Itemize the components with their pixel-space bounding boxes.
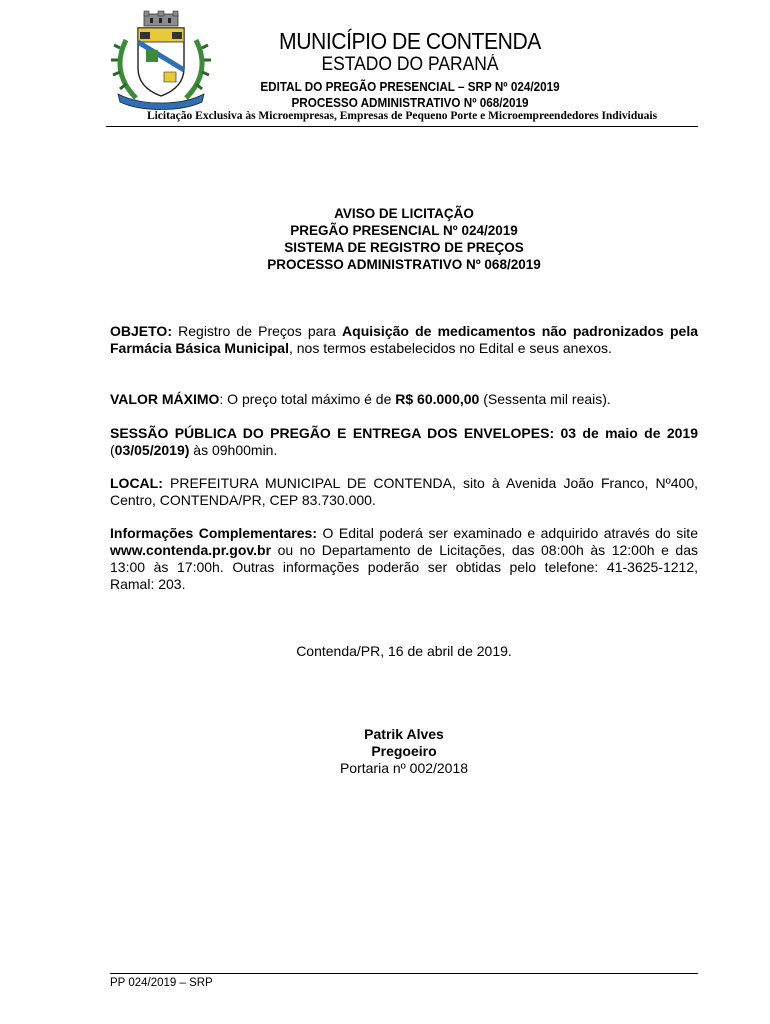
notice-heading	[110, 205, 698, 273]
signer-ordinance: Portaria nº 002/2018	[339, 760, 469, 776]
municipal-crest-logo	[106, 10, 216, 110]
municipality-title: MUNICÍPIO DE CONTENDA	[279, 28, 541, 54]
info-label: Informações Complementares:	[110, 525, 317, 541]
info-text-1: O Edital poderá ser examinado e adquirido através do site	[317, 525, 698, 541]
objeto-subject: Aquisição de medicamentos não padronizados pela Farmácia Básica Municipal	[110, 323, 698, 356]
notice-line-sistema: SISTEMA DE REGISTRO DE PREÇOS	[284, 240, 524, 255]
footer-divider	[110, 973, 698, 974]
objeto-label: OBJETO:	[110, 323, 172, 339]
notice-line-processo: PROCESSO ADMINISTRATIVO Nº 068/2019	[267, 257, 541, 272]
info-text-2: ou no Departamento de Licitações, das 08:00h às 12:00h e das 13:00 às 17:00h. Outras informações poderão ser obtidas pelo telefone: 41-3625-1212, Ramal: 203.	[110, 542, 698, 592]
notice-line-aviso: AVISO DE LICITAÇÃO	[334, 206, 474, 221]
sessao-time: às 09h00min.	[189, 442, 278, 458]
local-address: PREFEITURA MUNICIPAL DE CONTENDA, sito à Avenida João Franco, Nº400, Centro, CONTENDA/PR, CEP 83.730.000.	[110, 475, 698, 508]
info-website-link[interactable]: www.contenda.pr.gov.br	[110, 542, 272, 558]
valor-label: VALOR MÁXIMO	[110, 391, 220, 407]
signer-role: Pregoeiro	[371, 743, 437, 759]
notice-line-pregao: PREGÃO PRESENCIAL Nº 024/2019	[290, 223, 518, 238]
valor-amount: R$ 60.000,00	[395, 391, 480, 407]
sessao-text-1: (	[110, 442, 115, 458]
valor-text-1: : O preço total máximo é de	[219, 391, 396, 407]
footer-reference: PP 024/2019 – SRP	[110, 977, 213, 989]
valor-paragraph	[110, 391, 698, 408]
local-label: LOCAL:	[110, 475, 163, 491]
signer-name: Patrik Alves	[364, 726, 444, 742]
sessao-date: 03/05/2019)	[114, 442, 190, 458]
sessao-paragraph	[110, 425, 698, 459]
processo-heading: PROCESSO ADMINISTRATIVO Nº 068/2019	[291, 95, 529, 110]
header-divider	[106, 126, 698, 127]
objeto-paragraph	[110, 323, 698, 357]
edital-heading: EDITAL DO PREGÃO PRESENCIAL – SRP Nº 024/2019	[260, 79, 560, 94]
exclusive-bidding-note: Licitação Exclusiva às Microempresas, Empresas de Pequeno Porte e Microempreendedores Individuais	[146, 110, 658, 122]
place-date: Contenda/PR, 16 de abril de 2019.	[296, 643, 512, 659]
local-paragraph	[110, 475, 698, 509]
sessao-heading: SESSÃO PÚBLICA DO PREGÃO E ENTREGA DOS ENVELOPES: 03 de maio de 2019	[110, 425, 698, 441]
objeto-text-2: , nos termos estabelecidos no Edital e seus anexos.	[288, 340, 612, 356]
objeto-text-1: Registro de Preços para	[171, 323, 343, 339]
signature-block	[110, 726, 698, 777]
state-subtitle: ESTADO DO PARANÁ	[321, 54, 499, 75]
info-paragraph	[110, 525, 698, 593]
valor-text-2: (Sessenta mil reais).	[479, 391, 611, 407]
